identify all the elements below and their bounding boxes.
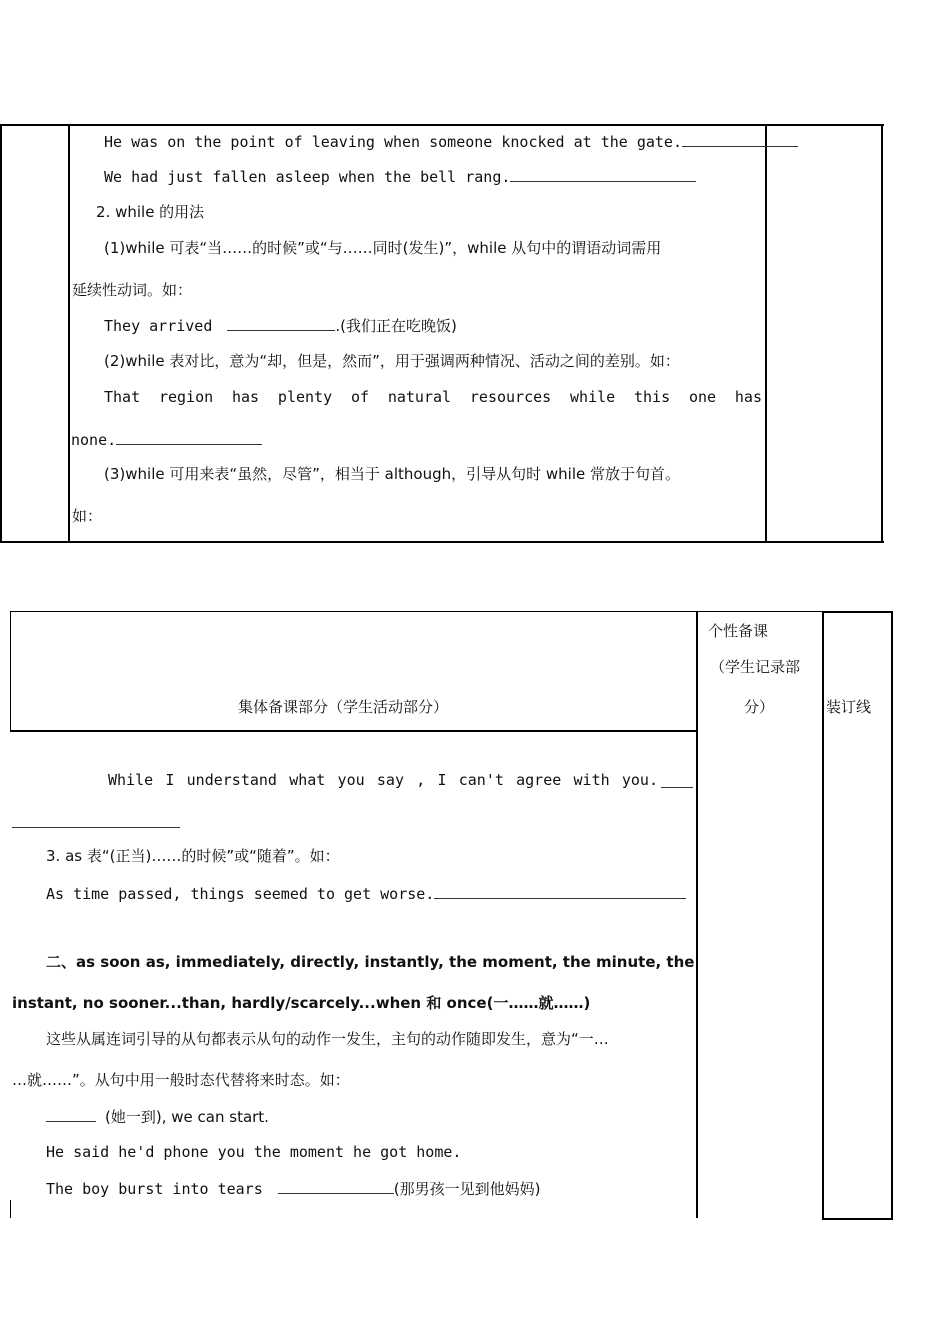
example-text: (她一到), we can start. <box>105 1108 269 1126</box>
column-header-main: 集体备课部分（学生活动部分） <box>238 698 449 716</box>
answer-blank[interactable] <box>116 430 262 445</box>
example-text: none. <box>71 431 117 449</box>
table2-divider <box>696 611 698 1218</box>
answer-blank[interactable] <box>12 813 180 828</box>
example-text: The boy burst into tears <box>46 1180 263 1198</box>
column-header-side: 个性备课 <box>708 622 769 640</box>
paragraph-line: (1)while 可表“当……的时候”或“与……同时(发生)”，while 从句中的谓语动词需用 <box>104 239 662 257</box>
example-line: He said he'd phone you the moment he got home. <box>46 1143 462 1161</box>
example-text: As time passed, things seemed to get worse. <box>46 885 435 903</box>
example-line: That region has plenty of natural resources while this one has <box>104 388 762 406</box>
binding-box-top <box>822 611 893 613</box>
sentence-line <box>104 132 798 151</box>
example-line <box>46 1179 541 1198</box>
sentence-text: He was on the point of leaving when someone knocked at the gate. <box>104 133 682 151</box>
table2-left-border <box>10 611 11 732</box>
table2-side-divider <box>822 611 824 1220</box>
answer-blank[interactable] <box>227 316 335 331</box>
answer-blank[interactable] <box>682 132 798 147</box>
paragraph-line: 这些从属连词引导的从句都表示从句的动作一发生，主句的动作随即发生，意为“一… <box>46 1030 609 1048</box>
example-hint: .(我们正在吃晚饭) <box>335 317 457 335</box>
answer-blank[interactable] <box>278 1179 394 1194</box>
table1-divider-1 <box>68 124 70 543</box>
example-hint: (那男孩一见到他妈妈) <box>393 1180 541 1198</box>
table2-header-bottom <box>10 730 698 732</box>
binding-line-label: 装订线 <box>826 698 872 716</box>
table2-top-border <box>10 611 824 612</box>
paragraph-line: 如： <box>72 507 103 525</box>
table1-right-border <box>881 124 883 543</box>
paragraph-line: …就……”。从句中用一般时态代替将来时态。如： <box>12 1071 350 1089</box>
example-line <box>71 430 262 449</box>
answer-blank[interactable] <box>434 884 686 899</box>
column-header-side: （学生记录部 <box>710 658 801 676</box>
section-heading: instant, no sooner...than, hardly/scarcely...when 和 once(一……就……) <box>12 994 591 1012</box>
table1-divider-2 <box>765 124 767 543</box>
example-line <box>46 1107 269 1126</box>
binding-box-bottom <box>822 1218 893 1220</box>
example-line <box>104 316 457 335</box>
answer-blank[interactable] <box>661 773 693 788</box>
paragraph-line: (2)while 表对比，意为“却，但是，然而”，用于强调两种情况、活动之间的差别。如： <box>104 352 680 370</box>
column-header-side: 分） <box>744 698 775 716</box>
example-line: While I understand what you say , I can't agree with you. <box>108 771 658 789</box>
table2-left-border-lower <box>10 1200 11 1218</box>
example-text: They arrived <box>104 317 213 335</box>
table1-left-border <box>0 124 2 543</box>
answer-blank[interactable] <box>510 167 696 182</box>
paragraph-line: 延续性动词。如： <box>72 281 193 299</box>
section-heading: 二、as soon as, immediately, directly, instantly, the moment, the minute, the <box>46 953 695 971</box>
binding-box-right <box>891 611 893 1220</box>
section-heading: 3. as 表“(正当)……的时候”或“随着”。如： <box>46 847 340 865</box>
sentence-line <box>104 167 696 186</box>
paragraph-line: (3)while 可用来表“虽然，尽管”，相当于 although，引导从句时 while 常放于句首。 <box>104 465 681 483</box>
example-line <box>46 884 686 903</box>
table1-bottom-border <box>0 541 884 543</box>
section-heading: 2. while 的用法 <box>96 203 205 221</box>
sentence-text: We had just fallen asleep when the bell rang. <box>104 168 511 186</box>
answer-blank[interactable] <box>46 1107 96 1122</box>
table1-top-border <box>0 124 884 126</box>
